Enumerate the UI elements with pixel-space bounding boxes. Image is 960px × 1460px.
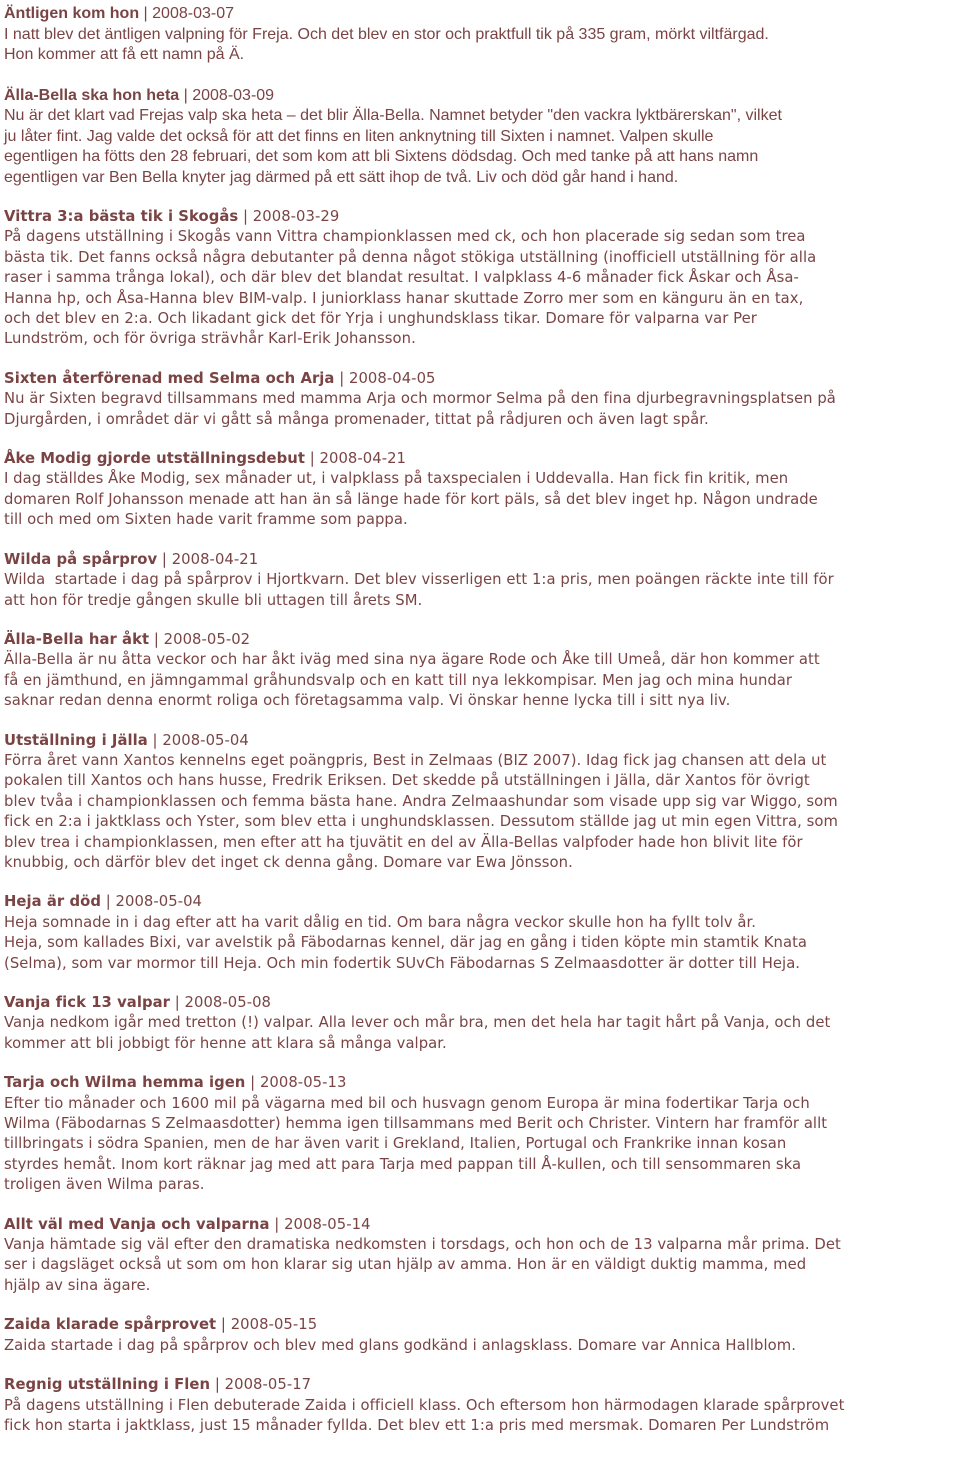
entry-date: 2008-05-04 xyxy=(162,731,249,749)
entry-text-line: kommer att bli jobbigt för henne att klara så många valpar. xyxy=(4,1034,447,1052)
news-entry xyxy=(4,731,954,874)
entry-text-line: Djurgården, i området där vi gått så många promenader, tittat på rådjuren och även lagt spår. xyxy=(4,410,709,428)
entry-date: 2008-05-17 xyxy=(224,1376,312,1394)
entry-text-line: Zaida startade i dag på spårprov och blev med glans godkänd i anlagsklass. Domare var Annica Hallblom. xyxy=(4,1336,796,1354)
entry-heading: Vittra 3:a bästa tik i Skogås | 2008-03-29 xyxy=(4,208,340,225)
news-entry xyxy=(4,207,954,350)
entry-title: Wilda på spårprov xyxy=(4,550,158,568)
entry-text-line: saknar redan denna enormt roliga och företagsamma valp. Vi önskar henne lycka till i sitt nya liv. xyxy=(4,692,731,710)
entry-title: Älla-Bella ska hon heta xyxy=(4,86,180,104)
blog-page xyxy=(4,4,954,1436)
entry-heading: Wilda på spårprov | 2008-04-21 xyxy=(4,550,259,568)
entry-title: Äntligen kom hon xyxy=(4,5,140,22)
entry-date: 2008-04-05 xyxy=(349,369,436,387)
news-entry xyxy=(4,630,954,712)
entry-text-line: egentligen var Ben Bella knyter jag därmed på ett sätt ihop de två. Liv och död går hand i hand. xyxy=(4,168,679,186)
entry-title: Tarja och Wilma hemma igen xyxy=(4,1074,246,1092)
entry-text-line: blev trea i championklassen, men efter att ha tjuvätit en del av Älla-Bellas valpfoder hade hon blivit lite för xyxy=(4,833,803,851)
entry-text-line: I dag ställdes Åke Modig, sex månader ut, i valpklass på taxspecialen i Uddevalla. Han fick fin kritik, men xyxy=(4,470,789,488)
entry-title: Vittra 3:a bästa tik i Skogås xyxy=(4,208,239,225)
entry-title: Vanja fick 13 valpar xyxy=(4,994,170,1011)
entry-text-line: Wilma (Fäbodarnas S Zelmaasdotter) hemma igen tillsammans med Berit och Christer. Vintern har framför allt xyxy=(4,1115,828,1133)
news-entry xyxy=(4,993,954,1054)
news-entry xyxy=(4,1073,954,1195)
news-entry xyxy=(4,4,954,66)
entry-text-line: I natt blev det äntligen valpning för Freja. Och det blev en stor och praktfull tik på 335 gram, mörkt viltfärgad. xyxy=(4,25,769,43)
entry-heading: Sixten återförenad med Selma och Arja | 2008-04-05 xyxy=(4,369,436,387)
entry-heading: Åke Modig gjorde utställningsdebut | 2008-04-21 xyxy=(4,450,407,468)
entry-text-line: knubbig, och därför blev det inget ck denna gång. Domare var Ewa Jönsson. xyxy=(4,853,573,871)
entry-heading: Äntligen kom hon | 2008-03-07 xyxy=(4,5,234,22)
entry-text-line: Älla-Bella är nu åtta veckor och har åkt iväg med sina nya ägare Rode och Åke till Umeå, där hon kommer att xyxy=(4,651,820,669)
entry-text-line: På dagens utställning i Skogås vann Vittra championklassen med ck, och hon placerade sig sedan som trea xyxy=(4,228,806,246)
entry-heading: Älla-Bella ska hon heta | 2008-03-09 xyxy=(4,86,275,104)
entry-text-line: och det blev en 2:a. Och likadant gick det för Yrja i unghundsklass tikar. Domare för valparna var Per xyxy=(4,310,757,328)
news-entry xyxy=(4,550,954,611)
entry-heading: Heja är död | 2008-05-04 xyxy=(4,893,203,911)
entry-text-line: Vanja hämtade sig väl efter den dramatiska nedkomsten i torsdags, och hon och de 13 valparna mår prima. Det xyxy=(4,1236,841,1254)
entry-text-line: få en jämthund, en jämngammal gråhundsvalp och en katt till nya lekkompisar. Men jag och mina hundar xyxy=(4,671,793,689)
entry-text-line: raser i samma trånga lokal), och där blev det blandat resultat. I valpklass 4-6 månader fick Åskar och Åsa- xyxy=(4,269,799,287)
entry-heading: Zaida klarade spårprovet | 2008-05-15 xyxy=(4,1316,318,1334)
entry-heading: Regnig utställning i Flen | 2008-05-17 xyxy=(4,1376,312,1394)
news-entry xyxy=(4,369,954,430)
entry-heading: Tarja och Wilma hemma igen | 2008-05-13 xyxy=(4,1074,347,1092)
entry-text-line: ser i dagsläget också ut som om hon klarar sig utan hjälp av amma. Hon är en väldigt duktig mamma, med xyxy=(4,1256,807,1274)
entry-text-line: Nu är det klart vad Frejas valp ska heta – det blir Älla-Bella. Namnet betyder "den vackra lyktbärerskan", vilket xyxy=(4,107,782,124)
entry-date: 2008-04-21 xyxy=(319,450,407,468)
entry-date: 2008-05-08 xyxy=(184,994,272,1011)
entry-text-line: På dagens utställning i Flen debuterade Zaida i officiell klass. Och eftersom hon härmodagen klarade spårprovet xyxy=(4,1396,845,1414)
entry-text-line: Hanna hp, och Åsa-Hanna blev BIM-valp. I juniorklass hanar skuttade Zorro mer som en känguru än en tax, xyxy=(4,289,804,307)
entry-text-line: Nu är Sixten begravd tillsammans med mamma Arja och mormor Selma på den fina djurbegravningsplatsen på xyxy=(4,390,836,408)
entry-text-line: pokalen till Xantos och hans husse, Fredrik Eriksen. Det skedde på utställningen i Jälla, där Xantos för övrigt xyxy=(4,772,810,790)
entry-heading: Vanja fick 13 valpar | 2008-05-08 xyxy=(4,994,272,1011)
news-entry xyxy=(4,892,954,974)
entry-text-line: bästa tik. Det fanns också några debutanter på denna något stökiga utställning (inofficiell utställning för alla xyxy=(4,248,817,266)
news-entry xyxy=(4,1315,954,1356)
entry-text-line: egentligen ha fötts den 28 februari, det som kom att bli Sixtens dödsdag. Och med tanke på att hans namn xyxy=(4,148,759,165)
entry-text-line: fick en 2:a i jaktklass och Yster, som blev etta i unghundsklassen. Dessutom ställde jag ut min egen Vittra, som xyxy=(4,813,838,831)
entry-title: Heja är död xyxy=(4,893,101,911)
entry-text-line: domaren Rolf Johansson menade att han än så länge hade för kort päls, så det blev inget hp. Någon undrade xyxy=(4,490,818,508)
entry-text-line: ju låter fint. Jag valde det också för att det finns en liten anknytning till Sixten i namnet. Valpen skulle xyxy=(4,127,714,145)
entry-text-line: att hon för tredje gången skulle bli uttagen till årets SM. xyxy=(4,591,423,609)
entry-text-line: (Selma), som var mormor till Heja. Och min fodertik SUvCh Fäbodarnas S Zelmaasdotter är dotter till Heja. xyxy=(4,954,801,972)
entry-date: 2008-05-15 xyxy=(230,1316,318,1334)
entry-date: 2008-05-14 xyxy=(284,1215,371,1233)
news-entry xyxy=(4,1375,954,1436)
entry-date: 2008-05-04 xyxy=(115,893,203,911)
entry-date: 2008-05-13 xyxy=(259,1074,347,1092)
entry-text-line: Lundström, och för övriga strävhår Karl-Erik Johansson. xyxy=(4,330,416,348)
entry-text-line: Heja, som kallades Bixi, var avelstik på Fäbodarnas kennel, där jag en gång i tiden köpte min stamtik Knata xyxy=(4,934,808,952)
entry-text-line: fick hon starta i jaktklass, just 15 månader fyllda. Det blev ett 1:a pris med mersmak. Domaren Per Lundström xyxy=(4,1416,830,1434)
news-entry xyxy=(4,1215,954,1297)
entry-title: Åke Modig gjorde utställningsdebut xyxy=(4,450,305,468)
entry-date: 2008-03-09 xyxy=(192,86,275,104)
entry-title: Älla-Bella har åkt xyxy=(4,630,150,648)
entry-heading: Älla-Bella har åkt | 2008-05-02 xyxy=(4,630,251,648)
entry-text-line: Hon kommer att få ett namn på Ä. xyxy=(4,46,245,63)
entry-text-line: troligen även Wilma paras. xyxy=(4,1176,205,1194)
entry-date: 2008-03-07 xyxy=(152,5,234,22)
entry-title: Regnig utställning i Flen xyxy=(4,1376,211,1394)
entry-text-line: Efter tio månader och 1600 mil på vägarna med bil och husvagn genom Europa är mina fodertikar Tarja och xyxy=(4,1094,810,1112)
news-entry xyxy=(4,449,954,531)
entry-text-line: Vanja nedkom igår med tretton (!) valpar. Alla lever och mår bra, men det hela har tagit hårt på Vanja, och det xyxy=(4,1014,831,1032)
entry-heading: Allt väl med Vanja och valparna | 2008-05-14 xyxy=(4,1215,371,1233)
entry-date: 2008-05-02 xyxy=(163,630,251,648)
entry-text-line: till och med om Sixten hade varit framme som pappa. xyxy=(4,511,408,529)
entry-text-line: Heja somnade in i dag efter att ha varit dålig en tid. Om bara några veckor skulle hon ha fyllt tolv år. xyxy=(4,913,757,931)
entry-text-line: hjälp av sina ägare. xyxy=(4,1276,151,1294)
entry-text-line: tillbringats i södra Spanien, men de har även varit i Grekland, Italien, Portugal och Frankrike innan kosan xyxy=(4,1135,787,1153)
entry-text-line: styrdes hemåt. Inom kort räknar jag med att para Tarja med pappan till Å-kullen, och till sensommaren ska xyxy=(4,1155,802,1173)
entry-date: 2008-04-21 xyxy=(171,550,259,568)
entry-date: 2008-03-29 xyxy=(252,208,340,225)
entry-text-line: blev tvåa i championklassen och femma bästa hane. Andra Zelmaashundar som visade upp sig var Wiggo, som xyxy=(4,792,838,810)
entry-title: Allt väl med Vanja och valparna xyxy=(4,1215,270,1233)
entry-text-line: Förra året vann Xantos kennelns eget poängpris, Best in Zelmaas (BIZ 2007). Idag fick jag chansen att dela ut xyxy=(4,751,827,769)
entry-title: Zaida klarade spårprovet xyxy=(4,1316,217,1334)
entry-title: Utställning i Jälla xyxy=(4,731,148,749)
news-entry xyxy=(4,86,954,189)
entry-title: Sixten återförenad med Selma och Arja xyxy=(4,369,335,387)
entry-heading: Utställning i Jälla | 2008-05-04 xyxy=(4,731,249,749)
entry-text-line: Wilda startade i dag på spårprov i Hjortkvarn. Det blev visserligen ett 1:a pris, men poängen räckte inte till för xyxy=(4,571,834,589)
